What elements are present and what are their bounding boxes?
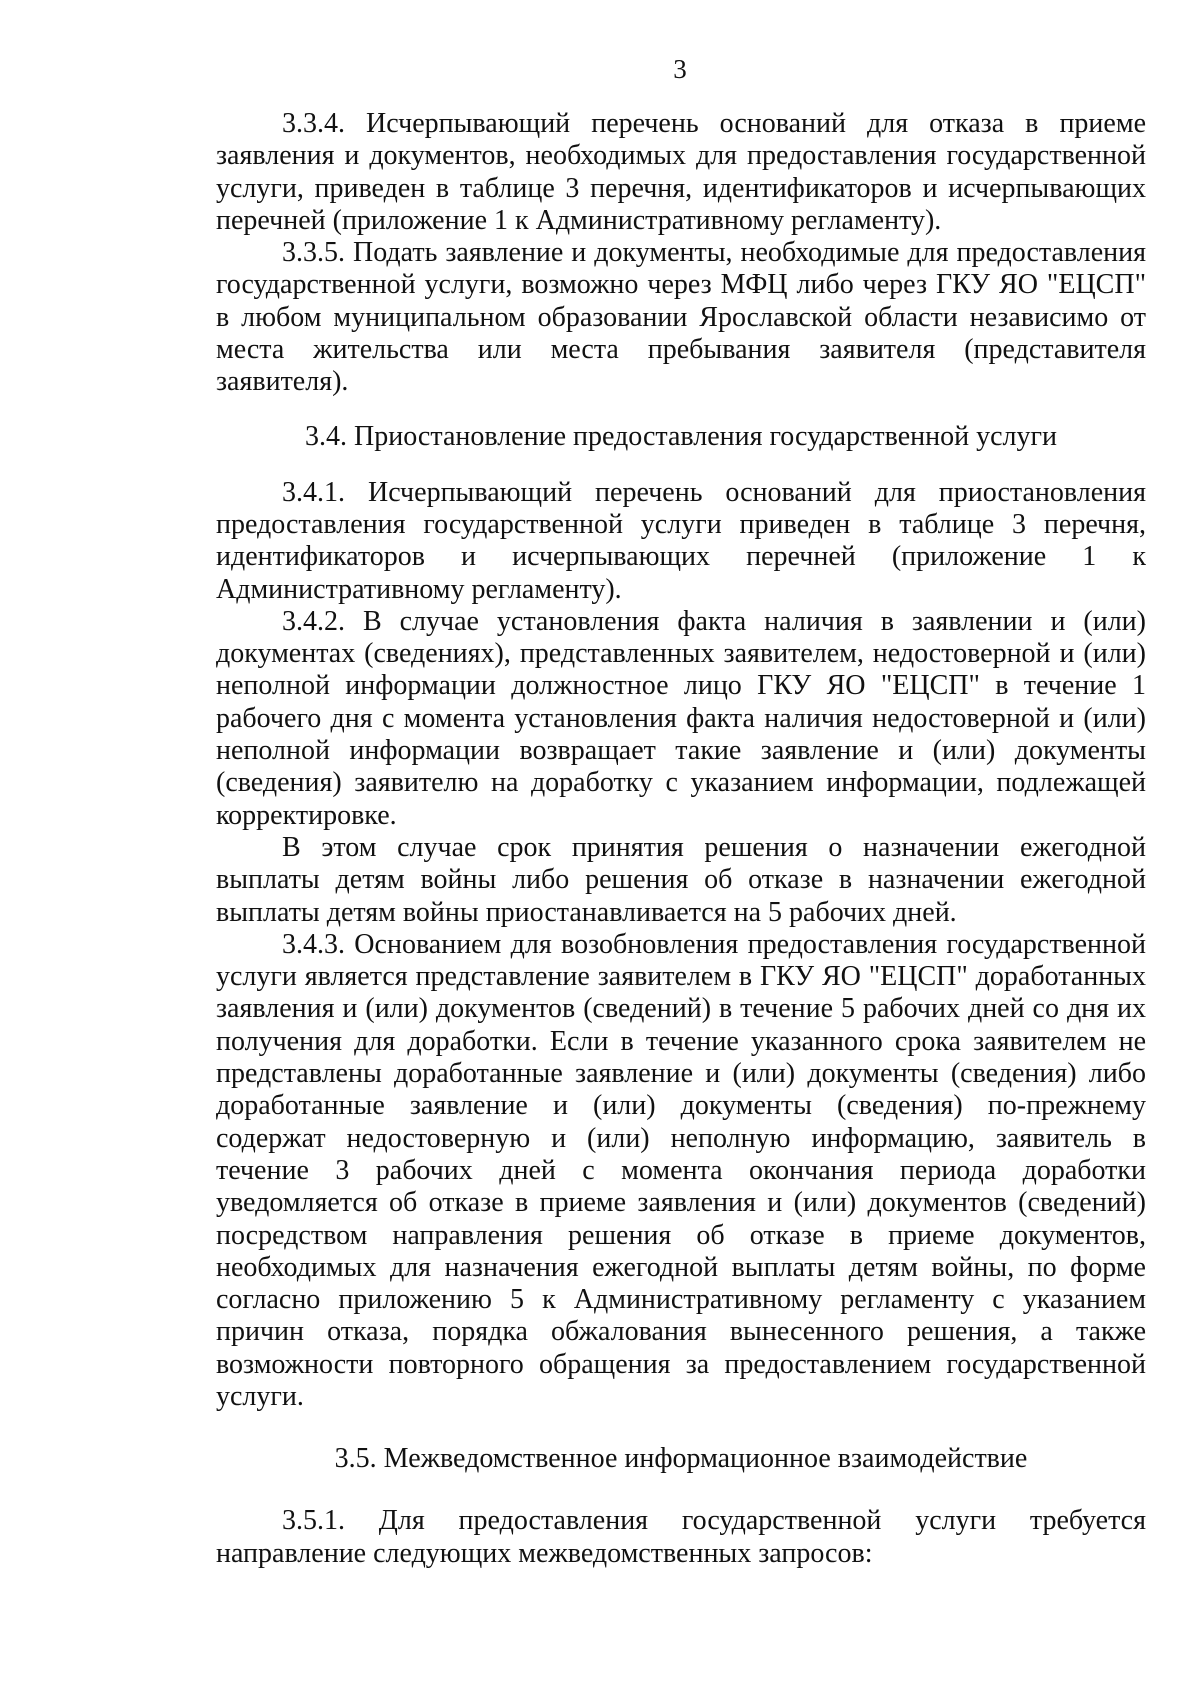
paragraph-3-4-3: 3.4.3. Основанием для возобновления предоставления государственной услуги является представление заявителем в ГКУ ЯО "ЕЦСП" доработанных заявления и (или) документов (сведений) в течение 5 рабочих дней со дня их получения для доработки. Если в течение указанного срока заявителем не представлены доработанные заявление и (или) документы (сведения) либо доработанные заявление и (или) документы (сведения) по-прежнему содержат недостоверную и (или) неполную информацию, заявитель в течение 3 рабочих дней с момента окончания периода доработки уведомляется об отказе в приеме заявления и (или) документов (сведений) посредством направления решения об отказе в приеме документов, необходимых для назначения ежегодной выплаты детям войны, по форме согласно приложению 5 к Административному регламенту с указанием причин отказа, порядка обжалования вынесенного решения, а также возможности повторного обращения за предоставлением государственной услуги. [216,928,1146,1412]
paragraph-3-4-2-note: В этом случае срок принятия решения о назначении ежегодной выплаты детям войны либо решения об отказе в назначении ежегодной выплаты детям войны приостанавливается на 5 рабочих дней. [216,831,1146,928]
section-heading-3-5: 3.5. Межведомственное информационное взаимодействие [334,1443,1028,1475]
section-heading-3-4: 3.4. Приостановление предоставления государственной услуги [305,420,1057,452]
paragraph-3-4-2: 3.4.2. В случае установления факта наличия в заявлении и (или) документах (сведениях), представленных заявителем, недостоверной и (или) неполной информации должностное лицо ГКУ ЯО "ЕЦСП" в течение 1 рабочего дня с момента установления факта наличия недостоверной и (или) неполной информации возвращает такие заявление и (или) документы (сведения) заявителю на доработку с указанием информации, подлежащей корректировке. [216,605,1146,831]
paragraph-3-5-1: 3.5.1. Для предоставления государственной услуги требуется направление следующих межведомственных запросов: [216,1505,1146,1569]
paragraph-3-3-5: 3.3.5. Подать заявление и документы, необходимые для предоставления государственной услуги, возможно через МФЦ либо через ГКУ ЯО "ЕЦСП" в любом муниципальном образовании Ярославской области независимо от места жительства или места пребывания заявителя (представителя заявителя). [216,237,1146,398]
paragraph-3-3-4: 3.3.4. Исчерпывающий перечень оснований для отказа в приеме заявления и документов, необходимых для предоставления государственной услуги, приведен в таблице 3 перечня, идентификаторов и исчерпывающих перечней (приложение 1 к Административному регламенту). [216,108,1146,236]
document-body [216,108,1146,1570]
paragraph-3-4-1: 3.4.1. Исчерпывающий перечень оснований для приостановления предоставления государственной услуги приведен в таблице 3 перечня, идентификаторов и исчерпывающих перечней (приложение 1 к Административному регламенту). [216,476,1146,605]
page-number: 3 [673,54,687,84]
